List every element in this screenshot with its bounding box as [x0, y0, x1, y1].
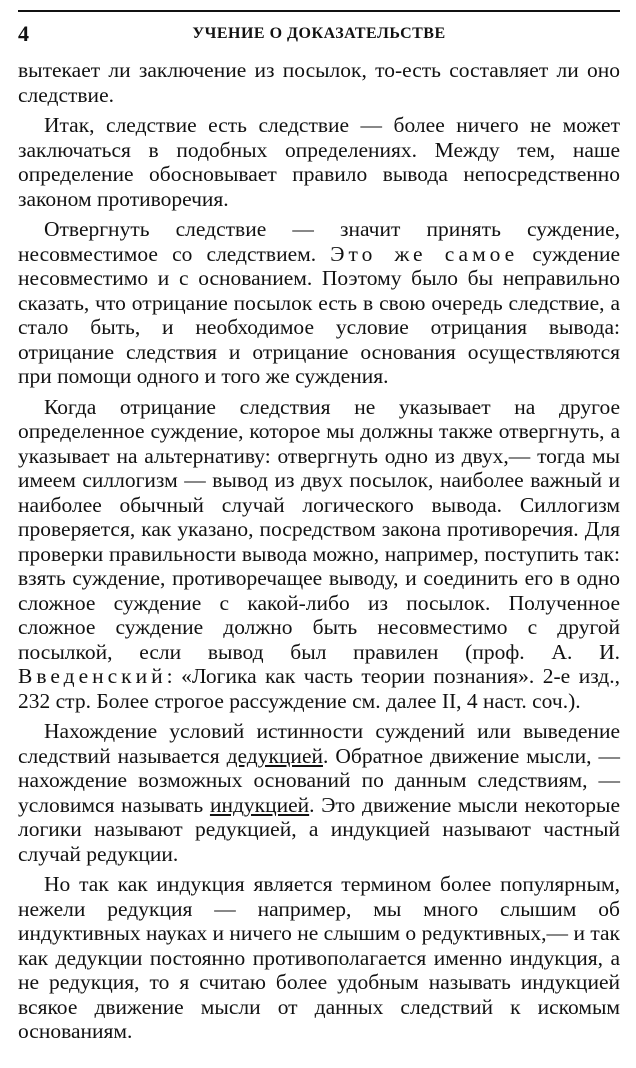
- book-page: [18, 10, 620, 1060]
- term-deduction: дедукцией: [226, 743, 323, 768]
- term-induction: индукцией: [209, 792, 310, 817]
- emphasis-spaced: Это же самое: [330, 241, 519, 266]
- text-run: Нахождение условий истинности суждений или выведение следствий называется: [18, 719, 620, 768]
- text-run: : «Логика как часть теории познания». 2-е изд., 232 стр. Более строгое рассуждение см. далее II, 4 наст. соч.).: [18, 664, 620, 713]
- header-rule: [18, 10, 620, 12]
- paragraph-continued: вытекает ли заключение из посылок, то-есть составляет ли оно следствие.: [18, 58, 620, 107]
- body-text: [18, 58, 620, 1050]
- paragraph: [18, 395, 620, 714]
- text-run: . Обратное движение мысли, — нахождение возможных оснований по данным следствиям, — условимся называть: [18, 743, 620, 817]
- page-header: [18, 20, 620, 48]
- text-run: Когда отрицание следствия не указывает на другое определенное суждение, которое мы должны также отвергнуть, а указывает на альтернативу: отвергнуть одно из двух,— тогда мы имеем силлогизм — вывод из двух посылок, наиболее важный и наиболее обычный случай логического вывода. Силлогизм проверяется, как указано, посредством закона противоречия. Для проверки правильности вывода можно, например, поступить так: взять суждение, противоречащее выводу, и соединить его в одно сложное суждение с какой-либо из посылок. Полученное сложное суждение должно быть несовместимо с другой посылкой, если вывод был правилен (проф. А. И.: [18, 394, 620, 664]
- text-run: . Это движение мысли некоторые логики называют редукцией, а индукцией называют частный случай редукции.: [18, 792, 620, 866]
- text-run: суждение несовместимо и с основанием. Поэтому было бы неправильно сказать, что отрицание посылок есть в свою очередь следствие, а стало быть, и необходимое условие отрицания вывода: отрицание следствия и отрицание основания осуществляются при помощи одного и того же суждения.: [18, 241, 620, 388]
- paragraph: Итак, следствие есть следствие — более ничего не может заключаться в подобных определениях. Между тем, наше определение обосновывает правило вывода непосредственно законом противоречия.: [18, 113, 620, 211]
- paragraph: Но так как индукция является термином более популярным, нежели редукция — например, мы много слышим об индуктивных науках и ничего не слышим о редуктивных,— и так как дедукции постоянно противополагается именно индукция, а не редукция, то я считаю более удобным называть индукцией всякое движение мысли от данных следствий к искомым основаниям.: [18, 872, 620, 1043]
- page-number: 4: [18, 21, 29, 46]
- author-name-spaced: Введенский: [18, 664, 167, 688]
- paragraph: [18, 719, 620, 866]
- running-title: УЧЕНИЕ О ДОКАЗАТЕЛЬСТВЕ: [192, 25, 446, 42]
- text-run: Отвергнуть следствие — значит принять суждение, несовместимое со следствием.: [18, 217, 620, 266]
- paragraph: [18, 217, 620, 389]
